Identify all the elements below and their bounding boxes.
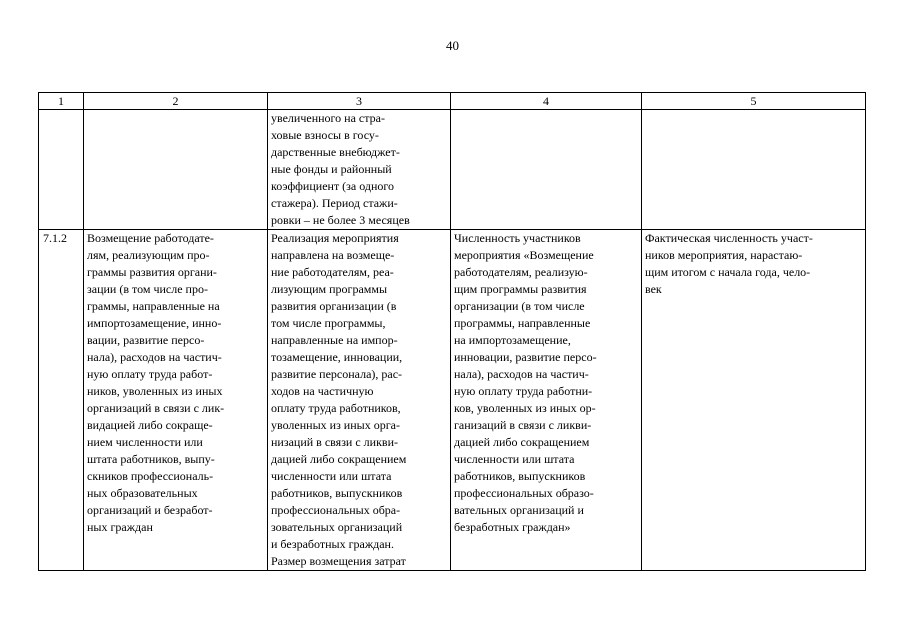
column-header-3: 3 (268, 93, 451, 110)
table-row (39, 230, 866, 571)
table-cell-description: Реализация мероприятия направлена на возмеще- ние работодателям, реа- лизующим программы развития организации (в том числе программы, направленные на импор- тозамещение, инновации, развитие персонала), рас- ходов на частичную оплату труда работников, уволенных из иных орга- низаций в связи с ликви- дацией либо сокращением численности или штата работников, выпускников профессиональных обра- зовательных организаций и безработных граждан. Размер возмещения затрат (268, 230, 451, 571)
column-header-5: 5 (642, 93, 866, 110)
table-cell-number (39, 110, 84, 230)
table-cell-measure: Возмещение работодате- лям, реализующим про- граммы развития органи- зации (в том числе про- граммы, направленные на импортозамещение, инно- вации, развитие персо- нала), расходов на частич- ную оплату труда работ- ников, уволенных из иных организаций в связи с лик- видацией либо сокраще- нием численности или штата работников, выпу- скников профессиональ- ных образовательных организаций и безработ- ных граждан (84, 230, 268, 571)
table-cell-indicator: Численность участников мероприятия «Возмещение работодателям, реализую- щим программы развития организации (в том числе программы, направленные на импортозамещение, инновации, развитие персо- нала), расходов на частич- ную оплату труда работни- ков, уволенных из иных ор- ганизаций в связи с ликви- дацией либо сокращением численности или штата работников, выпускников профессиональных образо- вательных организаций и безработных граждан» (451, 230, 642, 571)
table-cell-indicator (451, 110, 642, 230)
table-header-row (39, 93, 866, 110)
column-header-2: 2 (84, 93, 268, 110)
column-header-1: 1 (39, 93, 84, 110)
table-cell-description: увеличенного на стра- ховые взносы в госу- дарственные внебюджет- ные фонды и районный коэффициент (за одного стажера). Период стажи- ровки – не более 3 месяцев (268, 110, 451, 230)
table-cell-number: 7.1.2 (39, 230, 84, 571)
table-row (39, 110, 866, 230)
column-header-4: 4 (451, 93, 642, 110)
page-number: 40 (446, 38, 459, 53)
table-cell-measure (84, 110, 268, 230)
table-cell-method: Фактическая численность участ- ников мероприятия, нарастаю- щим итогом с начала года, чело- век (642, 230, 866, 571)
table-cell-method (642, 110, 866, 230)
measures-table (38, 92, 866, 571)
